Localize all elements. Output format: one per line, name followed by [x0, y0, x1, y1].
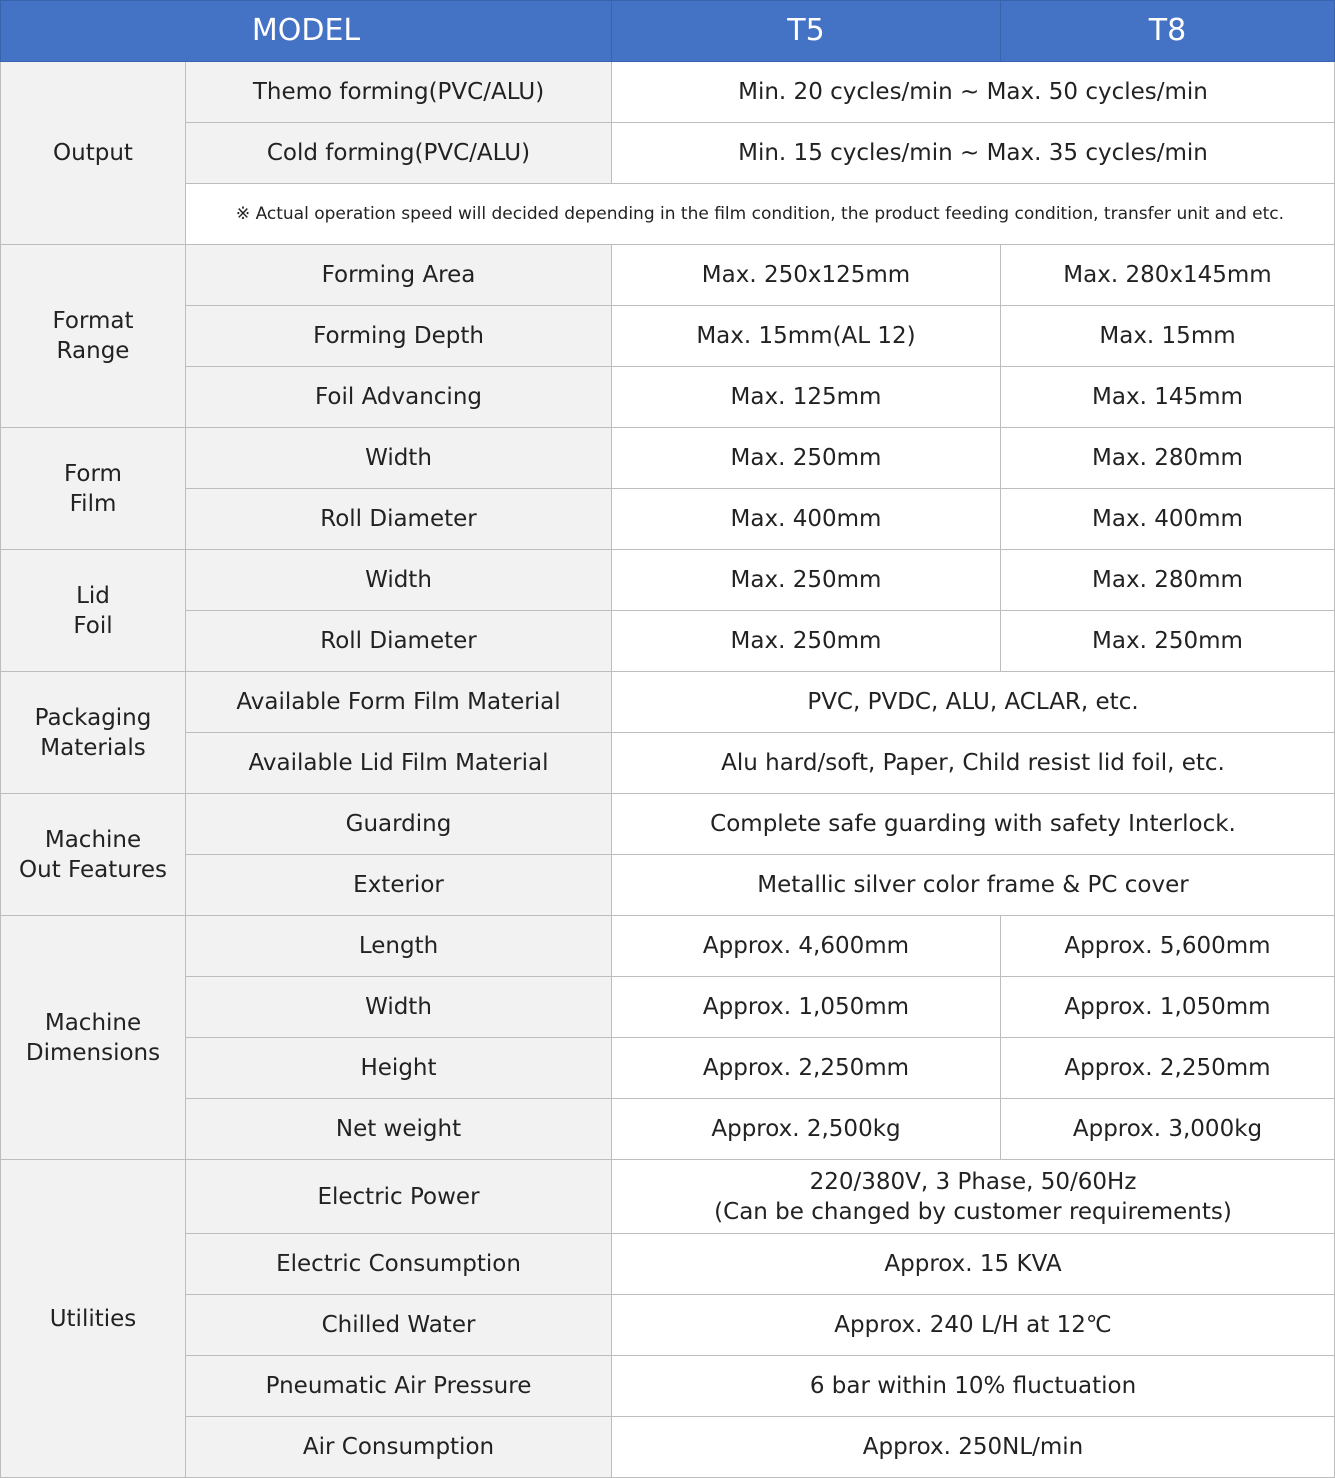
value-cell: 6 bar within 10% fluctuation	[612, 1356, 1335, 1417]
t8-value: Approx. 5,600mm	[1001, 916, 1335, 977]
header-t5: T5	[612, 1, 1001, 62]
value-cell: Approx. 240 L/H at 12℃	[612, 1295, 1335, 1356]
t5-value: Max. 15mm(AL 12)	[612, 306, 1001, 367]
t8-value: Max. 145mm	[1001, 367, 1335, 428]
table-row	[1, 1417, 1335, 1478]
t5-value: Max. 250mm	[612, 428, 1001, 489]
item-label: Foil Advancing	[186, 367, 612, 428]
table-row	[1, 1038, 1335, 1099]
category-line: Form	[64, 460, 122, 487]
item-label: Roll Diameter	[186, 611, 612, 672]
table-row	[1, 611, 1335, 672]
category-machine-out-features	[1, 794, 186, 916]
category-line: Range	[56, 338, 130, 364]
category-line: Machine	[44, 826, 142, 853]
category-line: Format	[52, 308, 134, 334]
value-cell: Alu hard/soft, Paper, Child resist lid foil, etc.	[612, 733, 1335, 794]
value-cell: PVC, PVDC, ALU, ACLAR, etc.	[612, 672, 1335, 733]
t5-value: Max. 250mm	[612, 550, 1001, 611]
item-label: Available Form Film Material	[186, 672, 612, 733]
t8-value: Approx. 1,050mm	[1001, 977, 1335, 1038]
category-line: Film	[69, 490, 117, 517]
item-label: Chilled Water	[186, 1295, 612, 1356]
header-t8: T8	[1001, 1, 1335, 62]
table-row	[1, 977, 1335, 1038]
table-row	[1, 428, 1335, 489]
item-label: Net weight	[186, 1099, 612, 1160]
item-label: Forming Area	[186, 245, 612, 306]
table-row	[1, 672, 1335, 733]
t5-value: Approx. 4,600mm	[612, 916, 1001, 977]
item-label: Cold forming(PVC/ALU)	[186, 123, 612, 184]
item-label: Length	[186, 916, 612, 977]
category-line: Foil	[73, 612, 113, 639]
category-format-range	[1, 245, 186, 428]
t5-value: Max. 250mm	[612, 611, 1001, 672]
output-note: ※ Actual operation speed will decided depending in the film condition, the product feeding condition, transfer unit and etc.	[186, 184, 1335, 245]
table-row	[1, 794, 1335, 855]
table-row	[1, 1099, 1335, 1160]
table-row	[1, 916, 1335, 977]
table-row	[1, 306, 1335, 367]
t8-value: Max. 280x145mm	[1001, 245, 1335, 306]
value-cell: Min. 20 cycles/min ~ Max. 50 cycles/min	[612, 62, 1335, 123]
item-label: Width	[186, 977, 612, 1038]
t5-value: Approx. 2,250mm	[612, 1038, 1001, 1099]
value-cell: Complete safe guarding with safety Interlock.	[612, 794, 1335, 855]
t8-value: Max. 250mm	[1001, 611, 1335, 672]
item-label: Height	[186, 1038, 612, 1099]
t8-value: Approx. 3,000kg	[1001, 1099, 1335, 1160]
t8-value: Max. 280mm	[1001, 550, 1335, 611]
item-label: Pneumatic Air Pressure	[186, 1356, 612, 1417]
table-row	[1, 184, 1335, 245]
table-row	[1, 1356, 1335, 1417]
item-label: Width	[186, 550, 612, 611]
item-label: Air Consumption	[186, 1417, 612, 1478]
table-row	[1, 1234, 1335, 1295]
value-line: 220/380V, 3 Phase, 50/60Hz	[809, 1168, 1137, 1195]
value-cell: Approx. 250NL/min	[612, 1417, 1335, 1478]
t5-value: Max. 250x125mm	[612, 245, 1001, 306]
t8-value: Max. 400mm	[1001, 489, 1335, 550]
category-line: Materials	[40, 734, 146, 761]
value-cell	[612, 1160, 1335, 1234]
category-lid-foil	[1, 550, 186, 672]
item-label: Electric Power	[186, 1160, 612, 1234]
table-row	[1, 1295, 1335, 1356]
category-packaging-materials	[1, 672, 186, 794]
t5-value: Max. 125mm	[612, 367, 1001, 428]
value-cell: Metallic silver color frame & PC cover	[612, 855, 1335, 916]
category-line: Dimensions	[25, 1039, 161, 1066]
table-row	[1, 550, 1335, 611]
table-row	[1, 489, 1335, 550]
category-form-film	[1, 428, 186, 550]
item-label: Roll Diameter	[186, 489, 612, 550]
table-row	[1, 367, 1335, 428]
t8-value: Approx. 2,250mm	[1001, 1038, 1335, 1099]
header-row	[1, 1, 1335, 62]
table-row	[1, 123, 1335, 184]
item-label: Available Lid Film Material	[186, 733, 612, 794]
table-row	[1, 855, 1335, 916]
t5-value: Approx. 1,050mm	[612, 977, 1001, 1038]
header-model: MODEL	[1, 1, 612, 62]
item-label: Width	[186, 428, 612, 489]
t5-value: Approx. 2,500kg	[612, 1099, 1001, 1160]
t8-value: Max. 15mm	[1001, 306, 1335, 367]
category-machine-dimensions	[1, 916, 186, 1160]
item-label: Guarding	[186, 794, 612, 855]
table-row	[1, 733, 1335, 794]
item-label: Electric Consumption	[186, 1234, 612, 1295]
t8-value: Max. 280mm	[1001, 428, 1335, 489]
table-row	[1, 245, 1335, 306]
category-utilities: Utilities	[1, 1160, 186, 1478]
category-line: Lid	[76, 582, 110, 609]
item-label: Forming Depth	[186, 306, 612, 367]
item-label: Themo forming(PVC/ALU)	[186, 62, 612, 123]
table-row	[1, 1160, 1335, 1234]
table-row	[1, 62, 1335, 123]
category-line: Machine	[44, 1009, 142, 1036]
item-label: Exterior	[186, 855, 612, 916]
category-output: Output	[1, 62, 186, 245]
category-line: Packaging	[34, 704, 152, 731]
value-line: (Can be changed by customer requirements)	[714, 1198, 1232, 1225]
t5-value: Max. 400mm	[612, 489, 1001, 550]
value-cell: Approx. 15 KVA	[612, 1234, 1335, 1295]
value-cell: Min. 15 cycles/min ~ Max. 35 cycles/min	[612, 123, 1335, 184]
category-line: Out Features	[19, 856, 167, 883]
